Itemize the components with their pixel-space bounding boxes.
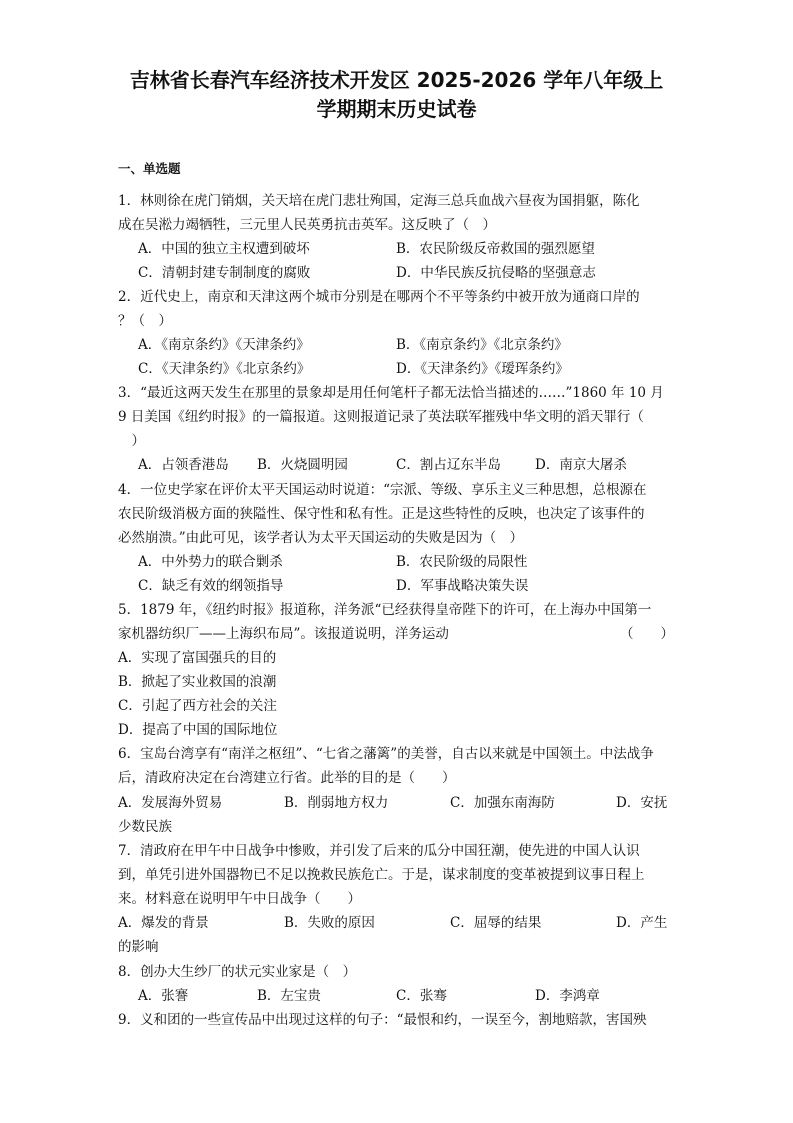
option-c: C．屈辱的结果 <box>450 915 542 931</box>
option-d: D．《天津条约》《瑷珲条约》 <box>396 361 569 377</box>
option-c: C．引起了西方社会的关注 <box>118 698 277 714</box>
question-text: 5．1879 年，《纽约时报》报道称，洋务派“已经获得皇帝陛下的许可，在上海办中国第一 <box>118 602 652 618</box>
option-b: B．失败的原因 <box>284 915 375 931</box>
question-text: ？（ ） <box>118 313 172 329</box>
option-b: B．掀起了实业救国的浪潮 <box>118 674 277 690</box>
option-c: C．加强东南海防 <box>450 795 555 811</box>
question-text: 4．一位史学家在评价太平天国运动时说道：“宗派、等级、享乐主义三种思想，总根源在 <box>118 482 647 498</box>
option-d: D．军事战略决策失误 <box>396 578 529 594</box>
exam-title-line-2: 学期期末历史试卷 <box>316 97 477 121</box>
option-c: C．张骞 <box>396 988 447 1004</box>
section-heading: 一、单选题 <box>118 161 181 176</box>
question-text: 农民阶级消极方面的狭隘性、保守性和私有性。正是这些特性的反映，也决定了该事件的 <box>118 506 645 522</box>
question-text: 8．创办大生纱厂的状元实业家是（ ） <box>118 964 357 980</box>
option-b: B．火烧圆明园 <box>257 457 348 473</box>
option-d: D．安抚 <box>616 795 668 811</box>
option-a: A．张謇 <box>138 988 189 1004</box>
option-d: D．提高了中国的国际地位 <box>118 722 278 738</box>
option-a: A．发展海外贸易 <box>118 795 223 811</box>
option-b: B．《南京条约》《北京条约》 <box>396 337 568 353</box>
question-text: 后，清政府决定在台湾建立行省。此举的目的是（ ） <box>118 770 456 786</box>
option-b: B．左宝贵 <box>257 988 321 1004</box>
question-text: 来。材料意在说明甲午中日战争（ ） <box>118 891 361 907</box>
question-text: 3．“最近这两天发生在那里的景象却是用任何笔杆子都无法恰当描述的……”1860 年 10 月 <box>118 385 664 401</box>
option-d: D．李鸿章 <box>535 988 600 1004</box>
option-a: A．爆发的背景 <box>118 915 209 931</box>
option-d: D．中华民族反抗侵略的坚强意志 <box>396 265 596 281</box>
answer-blank: （ ） <box>620 626 674 642</box>
question-text: ） <box>118 433 145 449</box>
question-text: 到，单凭引进外国器物已不足以挽救民族危亡。于是，谋求制度的变革被提到议事日程上 <box>118 867 645 883</box>
question-text: 家机器纺织厂——上海织布局”。该报道说明，洋务运动 <box>118 626 449 642</box>
option-d-continued: 的影响 <box>118 939 159 955</box>
question-text: 7．清政府在甲午中日战争中惨败，并引发了后来的瓜分中国狂潮，使先进的中国人认识 <box>118 843 640 859</box>
question-text: 必然崩溃。”由此可见，该学者认为太平天国运动的失败是因为（ ） <box>118 530 524 546</box>
question-text: 成在吴淞力竭牺牲，三元里人民英勇抗击英军。这反映了（ ） <box>118 217 496 233</box>
option-c: C．清朝封建专制制度的腐败 <box>138 265 311 281</box>
option-c: C．缺乏有效的纲领指导 <box>138 578 284 594</box>
option-d: D．产生 <box>616 915 668 931</box>
exam-title-line-1: 吉林省长春汽车经济技术开发区 2025-2026 学年八年级上 <box>129 68 664 92</box>
option-c: C．《天津条约》《北京条约》 <box>138 361 311 377</box>
option-d: D．南京大屠杀 <box>535 457 627 473</box>
option-d-continued: 少数民族 <box>118 819 172 835</box>
option-a: A．中外势力的联合剿杀 <box>138 554 283 570</box>
option-a: A．占领香港岛 <box>138 457 229 473</box>
question-text: 6．宝岛台湾享有“南洋之枢纽”、“七省之藩篱”的美誉，自古以来就是中国领土。中法战争 <box>118 746 654 762</box>
question-text: 2．近代史上，南京和天津这两个城市分别是在哪两个不平等条约中被开放为通商口岸的 <box>118 289 640 305</box>
option-a: A．《南京条约》《天津条约》 <box>138 337 310 353</box>
option-b: B．农民阶级的局限性 <box>396 554 528 570</box>
option-a: A．中国的独立主权遭到破坏 <box>138 241 310 257</box>
question-text: 1．林则徐在虎门销烟，关天培在虎门悲壮殉国，定海三总兵血战六昼夜为国捐躯，陈化 <box>118 193 640 209</box>
option-b: B．削弱地方权力 <box>284 795 389 811</box>
option-b: B．农民阶级反帝救国的强烈愿望 <box>396 241 595 257</box>
option-a: A．实现了富国强兵的目的 <box>118 650 277 666</box>
question-text: 9．义和团的一些宣传品中出现过这样的句子：“最恨和约，一误至今，割地赔款，害国殃 <box>118 1012 647 1028</box>
option-c: C．割占辽东半岛 <box>396 457 501 473</box>
question-text: 9 日美国《纽约时报》的一篇报道。这则报道记录了英法联军摧残中华文明的滔天罪行（ <box>118 409 644 425</box>
